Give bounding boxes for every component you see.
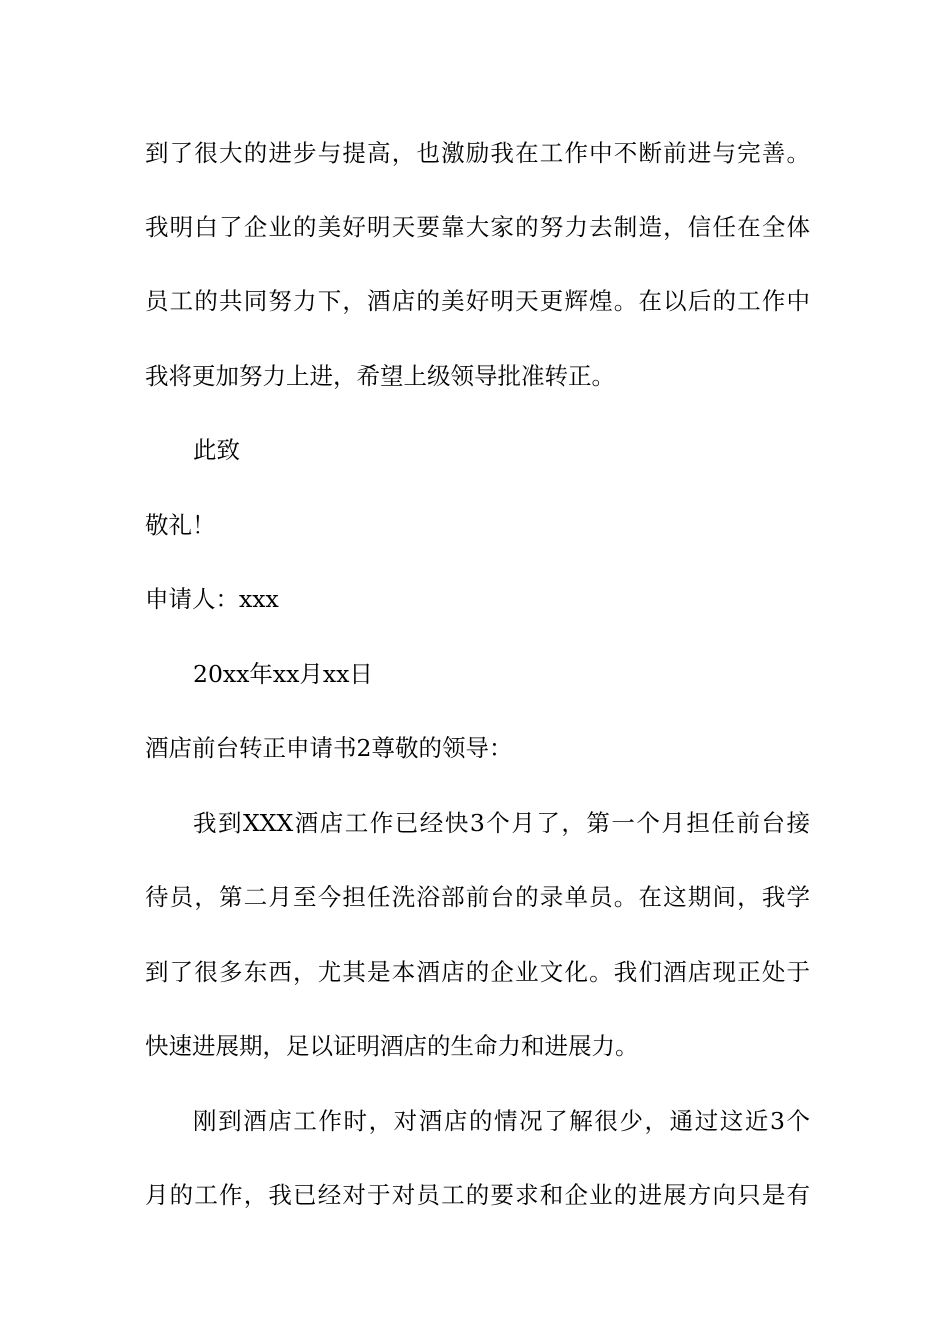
applicant-line: 申请人：xxx [145, 585, 279, 613]
section-heading: 酒店前台转正申请书2尊敬的领导： [145, 734, 513, 762]
text-line: 到了很多东西，尤其是本酒店的企业文化。我们酒店现正处于 [145, 958, 810, 986]
text-line: 我明白了企业的美好明天要靠大家的努力去制造，信任在全体 [145, 213, 810, 241]
closing-respect: 敬礼！ [145, 511, 216, 539]
text-line: 员工的共同努力下，酒店的美好明天更辉煌。在以后的工作中 [145, 287, 810, 315]
date-line: 20xx年xx月xx日 [193, 660, 373, 688]
text-line: 待员，第二月至今担任洗浴部前台的录单员。在这期间，我学 [145, 883, 810, 911]
text-line: 快速进展期，足以证明酒店的生命力和进展力。 [145, 1032, 639, 1060]
closing-salutation: 此致 [193, 436, 240, 464]
text-line: 到了很大的进步与提高，也激励我在工作中不断前进与完善。 [145, 139, 810, 167]
text-line: 我将更加努力上进，希望上级领导批准转正。 [145, 362, 615, 390]
text-line: 月的工作，我已经对于对员工的要求和企业的进展方向只是有 [145, 1181, 810, 1209]
text-line: 刚到酒店工作时，对酒店的情况了解很少，通过这近3个 [193, 1107, 810, 1135]
text-line: 我到XXX酒店工作已经快3个月了，第一个月担任前台接 [193, 809, 810, 837]
